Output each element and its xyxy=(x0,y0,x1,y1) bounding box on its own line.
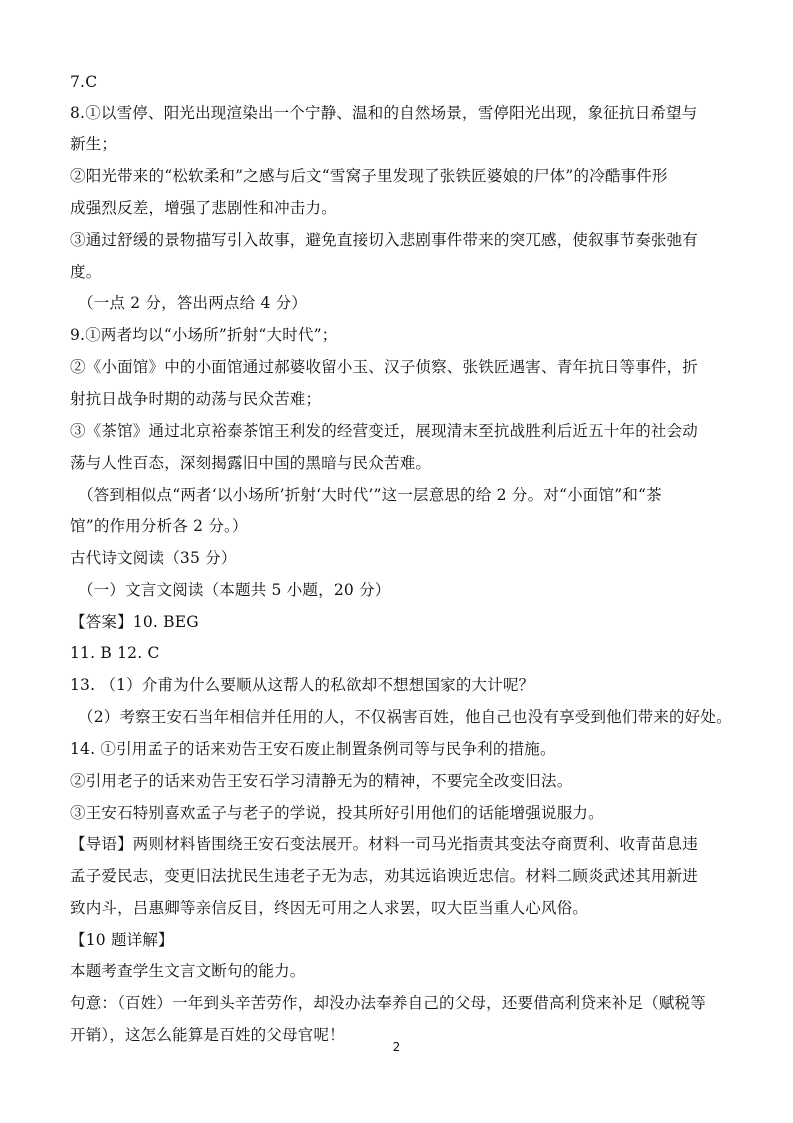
answer-8-point-1: 8.①以雪停、阳光出现渲染出一个宁静、温和的自然场景，雪停阳光出现，象征抗日希望与 xyxy=(70,104,698,122)
detail-heading-10: 【10 题详解】 xyxy=(70,931,174,949)
detail-10-meaning-cont: 开销），这怎么能算是百姓的父母官呢！ xyxy=(70,1026,345,1044)
answer-13-part-1: 13. （1）介甫为什么要顺从这帮人的私欲却不想想国家的大计呢？ xyxy=(70,676,535,694)
answer-8-point-1-cont: 新生； xyxy=(70,135,118,153)
detail-10-meaning: 句意：（百姓）一年到头辛苦劳作，却没办法奉养自己的父母，还要借高利贷来补足（赋税等 xyxy=(70,994,706,1012)
guide-paragraph-line-3: 致内斗，吕惠卿等亲信反目，终因无可用之人求罢，叹大臣当重人心风俗。 xyxy=(70,899,589,917)
answer-14-point-2: ②引用老子的话来劝告王安石学习清静无为的精神，不要完全改变旧法。 xyxy=(70,772,573,790)
answer-8-point-3: ③通过舒缓的景物描写引入故事，避免直接切入悲剧事件带来的突兀感，使叙事节奏张弛有 xyxy=(70,231,699,249)
guide-paragraph-line-1: 【导语】两则材料皆围绕王安石变法展开。材料一司马光指责其变法夺商贾利、收青苗息违 xyxy=(70,835,699,853)
subsection-heading-prose: （一）文言文阅读（本题共 5 小题，20 分） xyxy=(78,581,391,599)
answer-14-point-1: 14. ①引用孟子的话来劝告王安石废止制置条例司等与民争利的措施。 xyxy=(70,740,556,758)
answer-8-point-2-cont: 成强烈反差，增强了悲剧性和冲击力。 xyxy=(70,199,337,217)
answer-9-point-3: ③《茶馆》通过北京裕泰茶馆王利发的经营变迁，展现清末至抗战胜利后近五十年的社会动 xyxy=(70,422,699,440)
answer-8-point-2: ②阳光带来的“松软柔和”之感与后文“雪窝子里发现了张铁匠婆娘的尸体”的冷酷事件形 xyxy=(70,167,668,185)
answer-9-point-1: 9.①两者均以“小场所”折射“大时代”； xyxy=(70,326,338,344)
answer-11-12: 11. B 12. C xyxy=(70,644,160,662)
answer-14-point-3: ③王安石特别喜欢孟子与老子的学说，投其所好引用他们的话能增强说服力。 xyxy=(70,804,604,822)
answer-9-point-3-cont: 荡与人性百态，深刻揭露旧中国的黑暗与民众苦难。 xyxy=(70,454,432,472)
answer-8-scoring: （一点 2 分，答出两点给 4 分） xyxy=(78,294,308,312)
section-heading-classical: 古代诗文阅读（35 分） xyxy=(70,549,237,567)
detail-10-intro: 本题考查学生文言文断句的能力。 xyxy=(70,962,306,980)
page-number: 2 xyxy=(392,1040,401,1054)
answer-9-point-2: ②《小面馆》中的小面馆通过郝婆收留小玉、汉子侦察、张铁匠遇害、青年抗日等事件，折 xyxy=(70,358,699,376)
guide-paragraph-line-2: 孟子爱民志，变更旧法扰民生违老子无为志，劝其远谄谀近忠信。材料二顾炎武述其用新进 xyxy=(70,867,699,885)
answer-7: 7.C xyxy=(70,73,98,91)
answer-13-part-2: （2）考察王安石当年相信并任用的人，不仅祸害百姓，他自己也没有享受到他们带来的好处。 xyxy=(78,708,732,726)
answer-9-scoring-cont: 馆”的作用分析各 2 分。） xyxy=(70,517,248,535)
answer-10: 【答案】10. BEG xyxy=(70,613,199,631)
answer-9-point-2-cont: 射抗日战争时期的动荡与民众苦难； xyxy=(70,390,322,408)
answer-9-scoring: （答到相似点“两者‘以小场所’折射‘大时代’”这一层意思的给 2 分。对“小面馆”和“茶 xyxy=(78,486,662,504)
answer-8-point-3-cont: 度。 xyxy=(70,263,102,281)
